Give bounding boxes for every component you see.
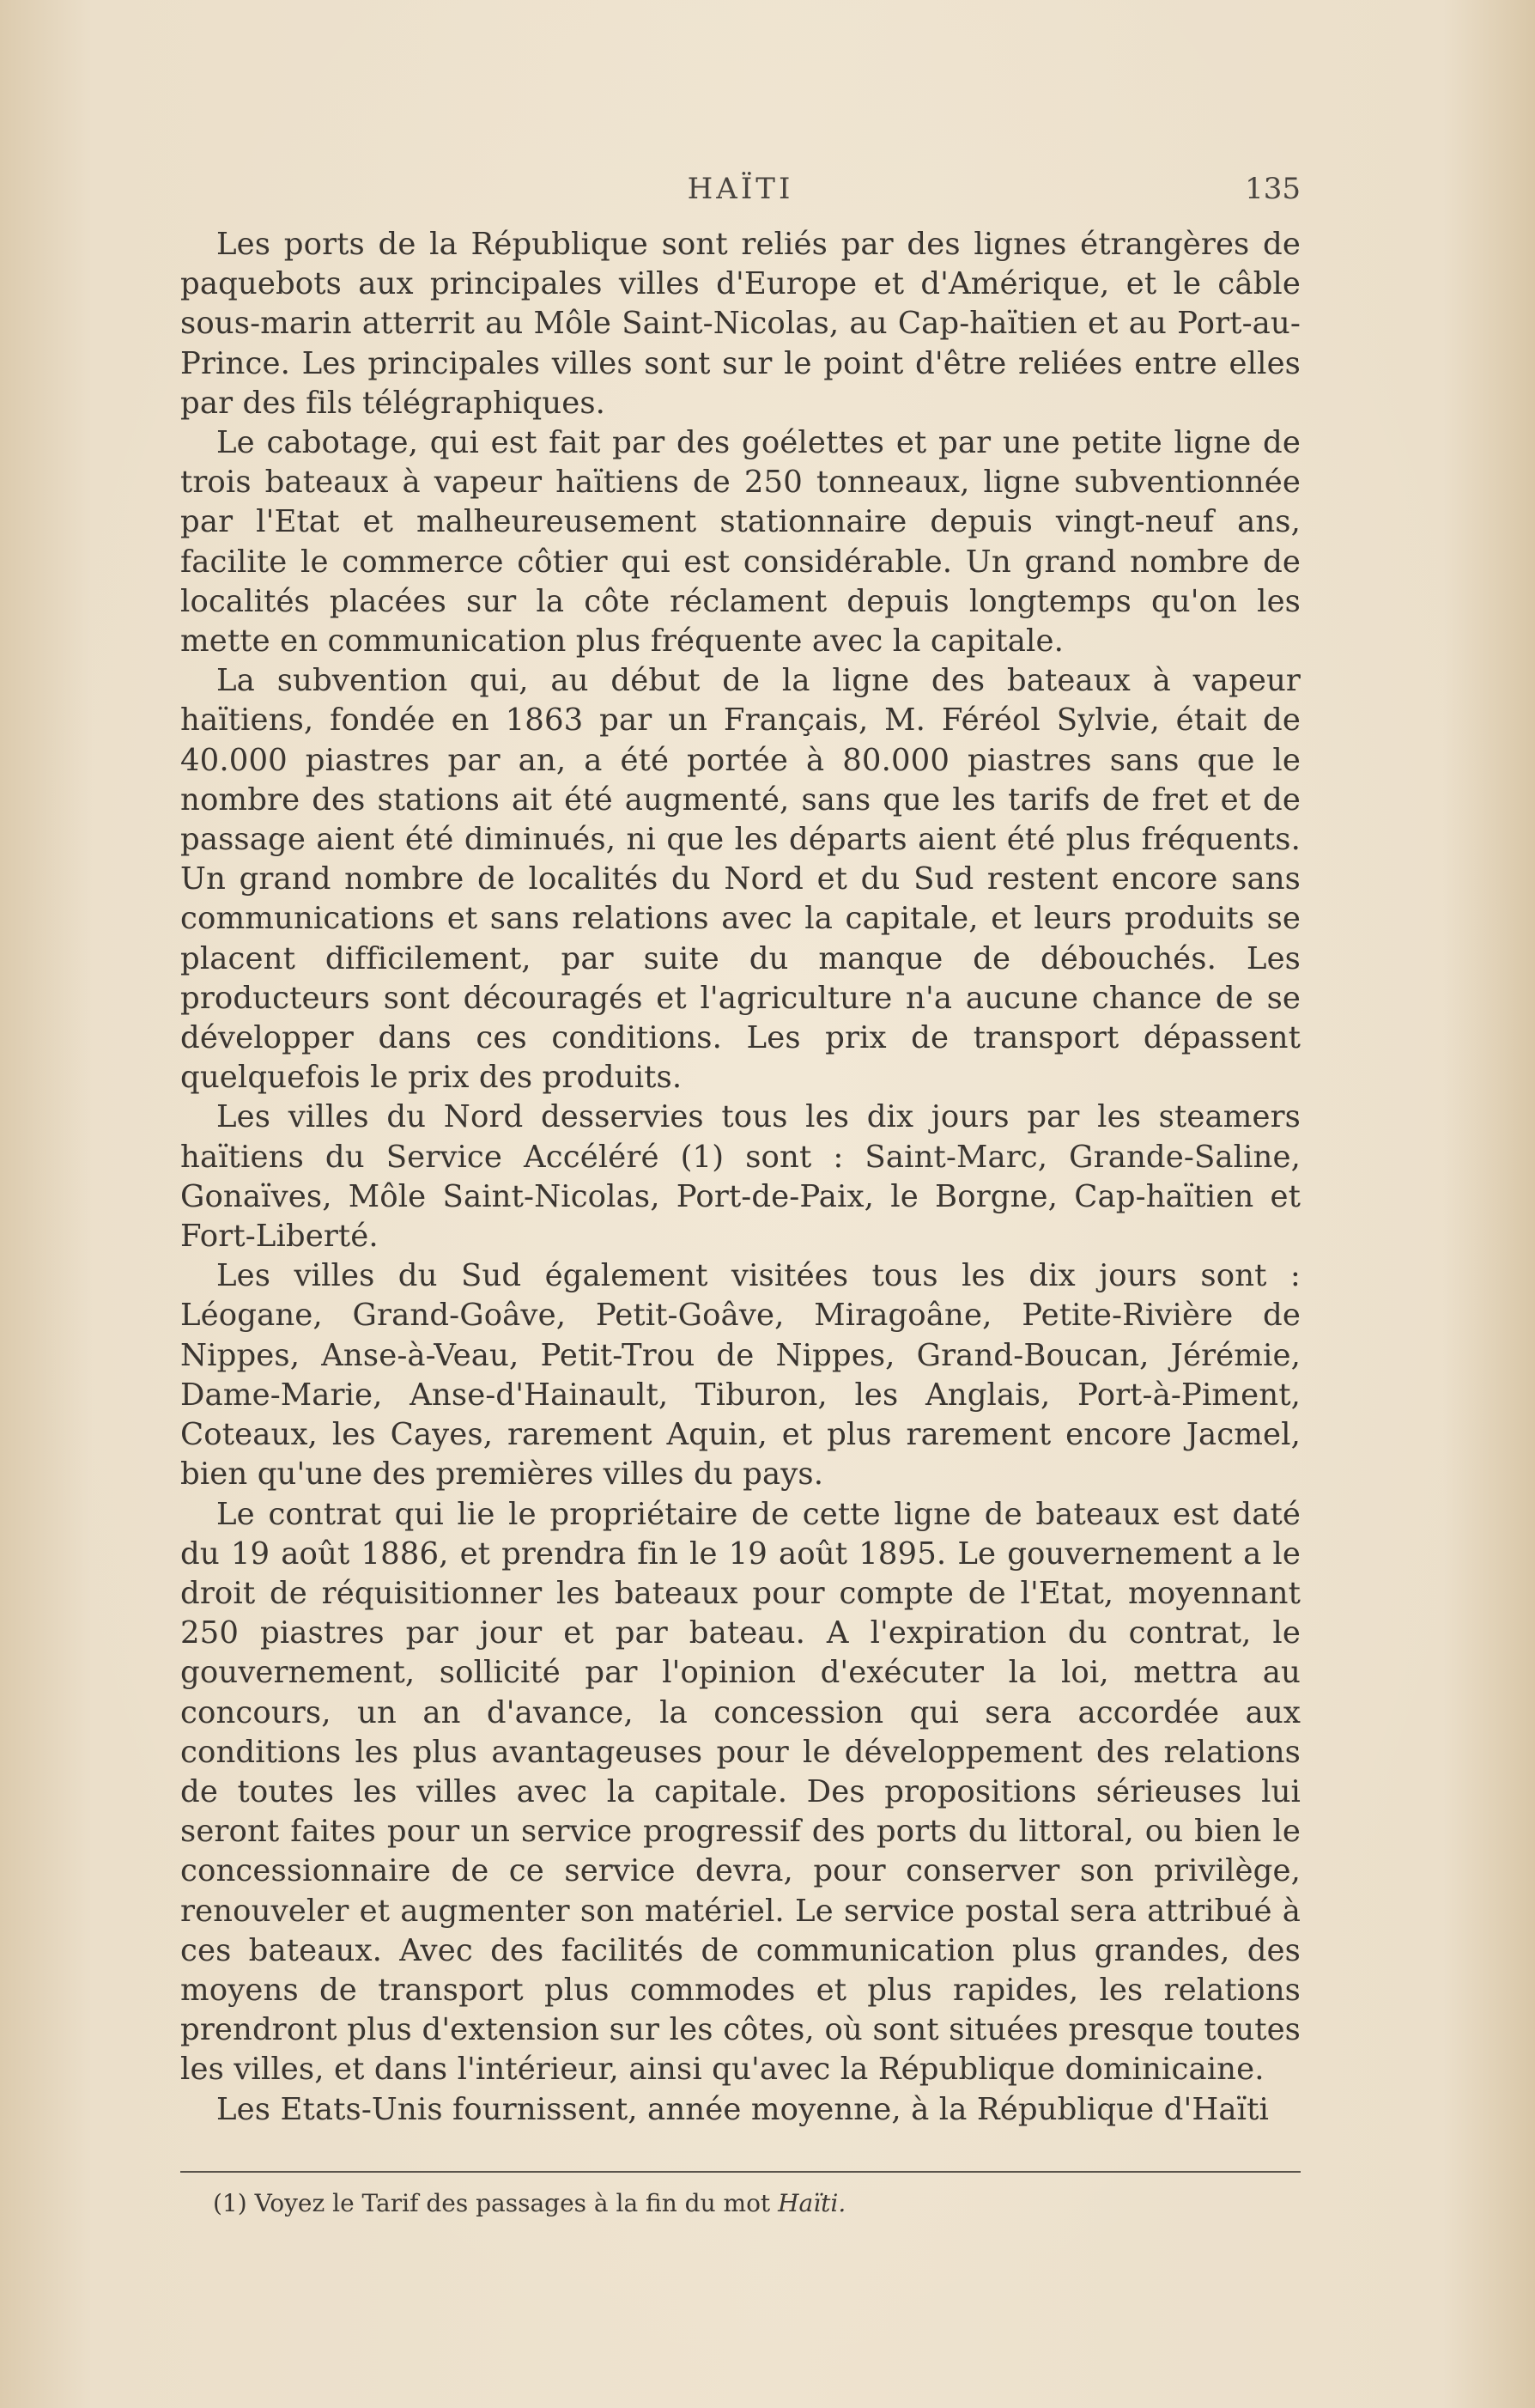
paragraph-villes-nord: Les villes du Nord desservies tous les dix jours par les steamers haïtiens du Service Accéléré (1) sont : Saint-Marc, Grande-Saline, Gonaïves, Môle Saint-Nicolas, Port-de-Paix, le Borgne, Cap-haïtien et Fort-Liberté. [180, 1099, 1301, 1255]
page-number: 135 [1245, 172, 1301, 206]
footnote-italic-word: Haïti. [778, 2189, 846, 2217]
footnote-divider [180, 2171, 1301, 2173]
page-header [180, 172, 1301, 215]
footnote-text: (1) Voyez le Tarif des passages à la fin du mot [213, 2189, 771, 2217]
paragraph-subvention: La subvention qui, au début de la ligne des bateaux à vapeur haïtiens, fondée en 1863 par un Français, M. Féréol Sylvie, était de 40.000 piastres par an, a été portée à 80.000 piastres sans que le nombre des stations ait été augmenté, sans que les tarifs de fret et de passage aient été diminués, ni que les départs aient été plus fréquents. Un grand nombre de localités du Nord et du Sud restent encore sans communications et sans relations avec la capitale, et leurs produits se placent difficilement, par suite du manque de débouchés. Les producteurs sont découragés et l'agriculture n'a aucune chance de se développer dans ces conditions. Les prix de transport dépassent quelquefois le prix des produits. [180, 663, 1301, 1096]
footnote [213, 2188, 1295, 2219]
paragraph-etats-unis: Les Etats-Unis fournissent, année moyenne, à la République d'Haïti [216, 2091, 1269, 2127]
footnote-line [213, 2188, 1295, 2219]
body-text [180, 225, 1301, 2130]
paragraph-ports: Les ports de la République sont reliés par des lignes étrangères de paquebots aux principales villes d'Europe et d'Amérique, et le câble sous-marin atterrit au Môle Saint-Nicolas, au Cap-haïtien et au Port-au-Prince. Les principales villes sont sur le point d'être reliées entre elles par des fils télégraphiques. [180, 227, 1301, 421]
paragraph-contrat: Le contrat qui lie le propriétaire de cette ligne de bateaux est daté du 19 août 1886, et prendra fin le 19 août 1895. Le gouvernement a le droit de réquisitionner les bateaux pour compte de l'Etat, moyennant 250 piastres par jour et par bateau. A l'expiration du contrat, le gouvernement, sollicité par l'opinion d'exécuter la loi, mettra au concours, un an d'avance, la concession qui sera accordée aux conditions les plus avantageuses pour le développement des relations de toutes les villes avec la capitale. Des propositions sérieuses lui seront faites pour un service progressif des ports du littoral, ou bien le concessionnaire de ce service devra, pour conserver son privilège, renouveler et augmenter son matériel. Le service postal sera attribué à ces bateaux. Avec des facilités de communication plus grandes, des moyens de transport plus commodes et plus rapides, les relations prendront plus d'extension sur les côtes, où sont situées presque toutes les villes, et dans l'intérieur, ainsi qu'avec la République dominicaine. [180, 1496, 1301, 2088]
paragraph-cabotage: Le cabotage, qui est fait par des goélettes et par une petite ligne de trois bateaux à vapeur haïtiens de 250 tonneaux, ligne subventionnée par l'Etat et malheureusement stationnaire depuis vingt-neuf ans, facilite le commerce côtier qui est considérable. Un grand nombre de localités placées sur la côte réclament depuis longtemps qu'on les mette en communication plus fréquente avec la capitale. [180, 425, 1301, 660]
running-title: HAÏTI [687, 172, 794, 206]
paragraph-villes-sud: Les villes du Sud également visitées tous les dix jours sont : Léogane, Grand-Goâve, Petit-Goâve, Miragoâne, Petite-Rivière de Nippes, Anse-à-Veau, Petit-Trou de Nippes, Grand-Boucan, Jérémie, Dame-Marie, Anse-d'Hainault, Tiburon, les Anglais, Port-à-Piment, Coteaux, les Cayes, rarement Aquin, et plus rarement encore Jacmel, bien qu'une des premières villes du pays. [180, 1258, 1301, 1493]
